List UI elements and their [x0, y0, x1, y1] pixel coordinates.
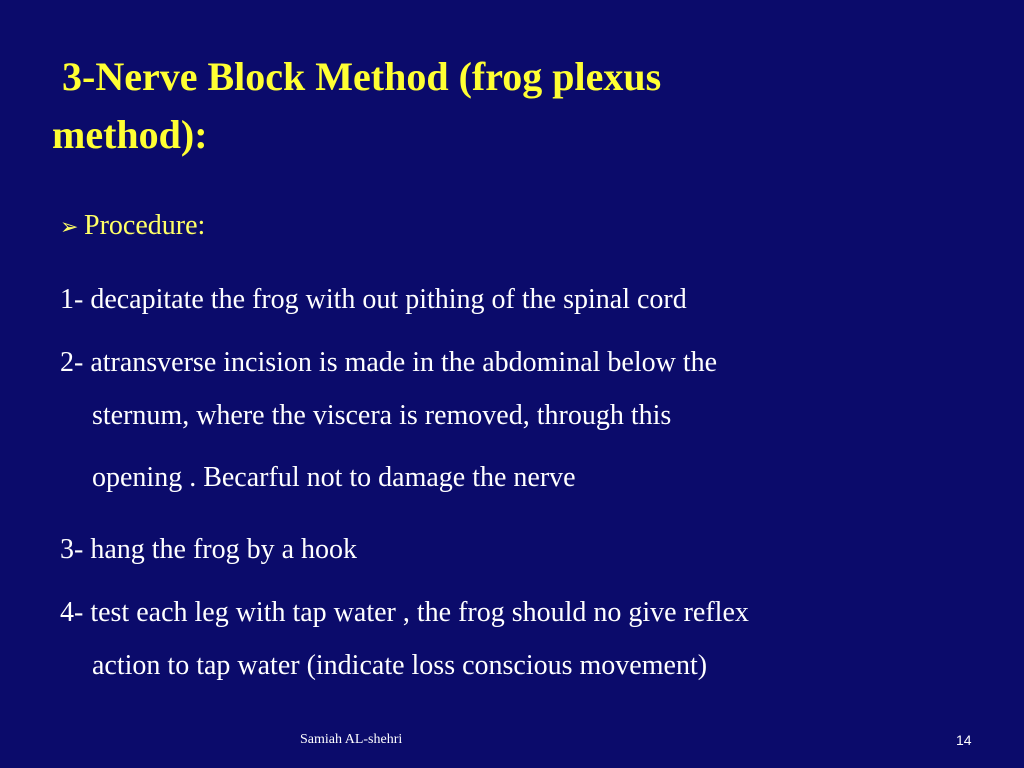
slide-title-line-1: 3-Nerve Block Method (frog plexus — [62, 54, 662, 99]
step-2-line-2: sternum, where the viscera is removed, through this — [92, 400, 672, 431]
slide-number: 14 — [956, 732, 972, 748]
procedure-label: Procedure: — [84, 210, 206, 241]
slide-title — [52, 48, 952, 164]
step-1-line-1: 1- decapitate the frog with out pithing of the spinal cord — [60, 284, 687, 315]
step-2-line-3: opening . Becarful not to damage the nerve — [92, 462, 576, 493]
step-3-line-1: 3- hang the frog by a hook — [60, 534, 358, 565]
procedure-heading — [60, 210, 980, 254]
step-4 — [60, 591, 980, 697]
slide-body — [60, 210, 980, 716]
step-4-line-1: 4- test each leg with tap water , the frog should no give reflex — [60, 597, 749, 628]
footer-author: Samiah AL-shehri — [300, 732, 403, 747]
step-4-line-2: action to tap water (indicate loss conscious movement) — [92, 650, 708, 681]
arrow-bullet-icon: ➢ — [60, 215, 79, 240]
step-3 — [60, 528, 980, 572]
step-2-line-1: 2- atransverse incision is made in the abdominal below the — [60, 347, 718, 378]
slide-title-line-2: method): — [52, 112, 208, 157]
step-2 — [60, 341, 980, 509]
step-1 — [60, 278, 980, 322]
